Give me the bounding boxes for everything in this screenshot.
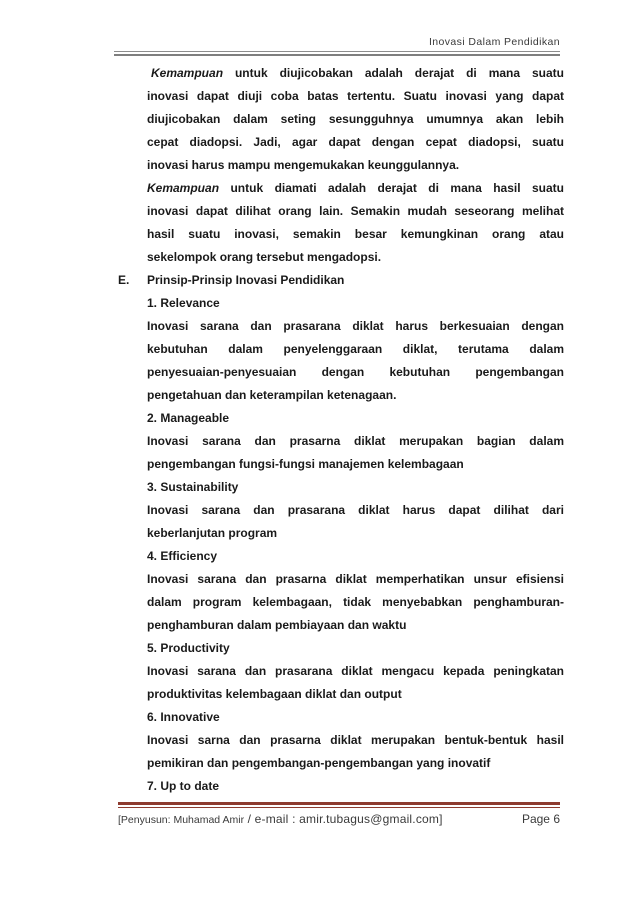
principle-heading: 1. Relevance bbox=[147, 296, 220, 310]
footer-email: / e-mail : amir.tubagus@gmail.com] bbox=[244, 812, 443, 826]
para1-line-1: Kemampuan untuk diujicobakan adalah derajat di mana suatu bbox=[151, 66, 564, 80]
para1-line-3: diujicobakan dalam seting sesungguhnya umumnya akan lebih bbox=[147, 112, 564, 126]
principle-line: penghamburan dalam pembiayaan dan waktu bbox=[147, 618, 407, 632]
para1-line-5: inovasi harus mampu mengemukakan keunggulannya. bbox=[147, 158, 460, 172]
para2-line-2: inovasi dapat dilihat orang lain. Semakin mudah seseorang melihat bbox=[147, 204, 564, 218]
para1-line-4: cepat diadopsi. Jadi, agar dapat dengan cepat diadopsi, suatu bbox=[147, 135, 564, 149]
principle-line: Inovasi sarana dan prasarana diklat harus berkesuaian dengan bbox=[147, 319, 564, 333]
principle-line: dalam program kelembagaan, tidak menyebabkan penghamburan- bbox=[147, 595, 564, 609]
para1-term: Kemampuan bbox=[151, 66, 224, 80]
principle-heading: 5. Productivity bbox=[147, 641, 230, 655]
footer-author: [Penyusun: Muhamad Amir bbox=[118, 814, 245, 826]
principle-line: Inovasi sarana dan prasarna diklat memperhatikan unsur efisiensi bbox=[147, 572, 564, 586]
principle-heading: 4. Efficiency bbox=[147, 549, 218, 563]
principle-line: Inovasi sarana dan prasarana diklat mengacu kepada peningkatan bbox=[147, 664, 564, 678]
section-label: E. bbox=[118, 273, 130, 287]
para2-term: Kemampuan bbox=[147, 181, 220, 195]
para1-line-2: inovasi dapat diuji coba batas tertentu. Suatu inovasi yang dapat bbox=[147, 89, 564, 103]
principle-heading: 7. Up to date bbox=[147, 779, 220, 793]
principle-heading: 2. Manageable bbox=[147, 411, 230, 425]
para2-line-4: sekelompok orang tersebut mengadopsi. bbox=[147, 250, 382, 264]
para2-line-1: Kemampuan untuk diamati adalah derajat di mana hasil suatu bbox=[147, 181, 564, 195]
section-heading bbox=[118, 271, 535, 289]
principle-heading: 6. Innovative bbox=[147, 710, 220, 724]
running-header-title: Inovasi Dalam Pendidikan bbox=[428, 36, 560, 48]
principle-line: Inovasi sarna dan prasarna diklat merupakan bentuk-bentuk hasil bbox=[147, 733, 564, 747]
principle-line: keberlanjutan program bbox=[147, 526, 278, 540]
principle-heading: 3. Sustainability bbox=[147, 480, 239, 494]
footer-rule bbox=[118, 807, 560, 808]
principle-line: produktivitas kelembagaan diklat dan output bbox=[147, 687, 402, 701]
principle-line: pemikiran dan pengembangan-pengembangan yang inovatif bbox=[147, 756, 491, 770]
header-rule bbox=[114, 51, 560, 52]
principle-line: kebutuhan dalam penyelenggaraan diklat, terutama dalam bbox=[147, 342, 564, 356]
page-number: Page 6 bbox=[521, 812, 560, 826]
footer-credit bbox=[118, 812, 443, 826]
para2-line-3: hasil suatu inovasi, semakin besar kemungkinan orang atau bbox=[147, 227, 564, 241]
principle-line: Inovasi sarana dan prasarana diklat harus dapat dilihat dari bbox=[147, 503, 564, 517]
principle-line: penyesuaian-penyesuaian dengan kebutuhan pengembangan bbox=[147, 365, 564, 379]
principle-line: pengembangan fungsi-fungsi manajemen kelembagaan bbox=[147, 457, 464, 471]
principle-line: Inovasi sarana dan prasarna diklat merupakan bagian dalam bbox=[147, 434, 564, 448]
section-title: Prinsip-Prinsip Inovasi Pendidikan bbox=[147, 273, 345, 287]
header-rule-thick bbox=[114, 54, 560, 56]
footer-rule-thick bbox=[118, 802, 560, 805]
principle-line: pengetahuan dan keterampilan ketenagaan. bbox=[147, 388, 397, 402]
